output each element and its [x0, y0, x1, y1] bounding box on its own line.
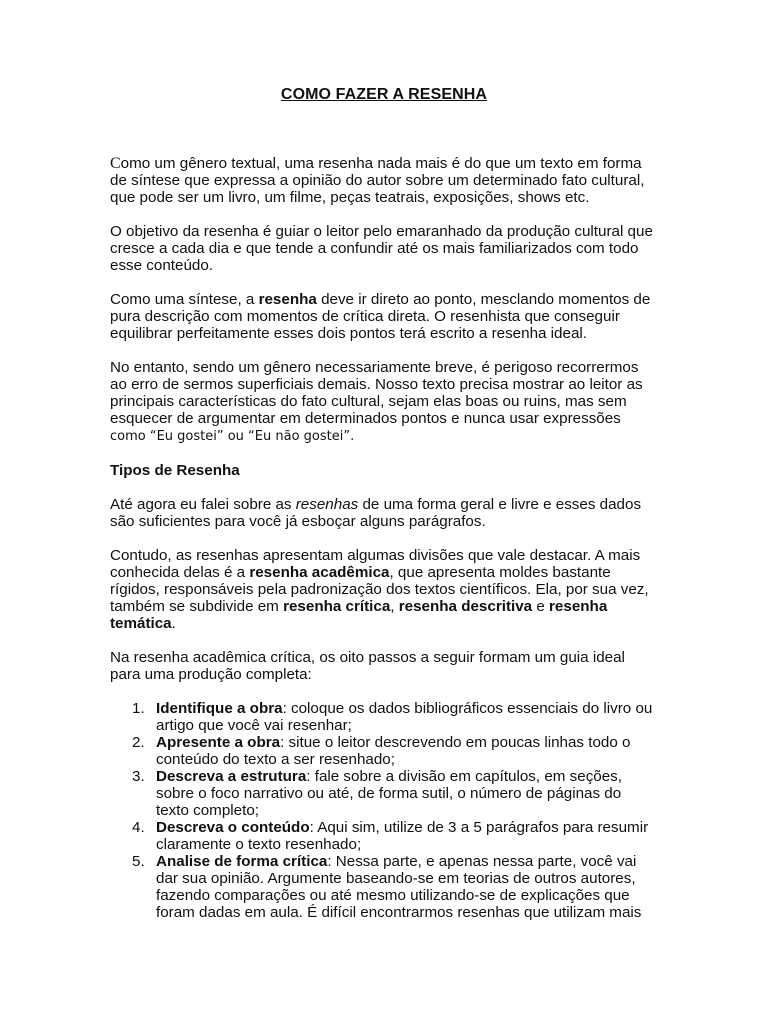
list-item-number: 2.	[132, 734, 145, 751]
list-item-number: 5.	[132, 853, 145, 870]
paragraph-synthesis-bold: resenha	[258, 291, 317, 308]
paragraph-objective: O objetivo da resenha é guiar o leitor pelo emaranhado da produção cultural que cresce a cada dia e que tende a confundir até os mais familiarizados com todo esse conteúdo.	[110, 223, 653, 274]
list-item-bold: Descreva a estrutura	[156, 768, 307, 785]
paragraph-divisions-text-g: e	[532, 598, 550, 615]
paragraph-synthesis	[110, 291, 658, 342]
paragraph-general-text-a: Até agora eu falei sobre as	[110, 496, 296, 513]
list-item-bold: Analise de forma crítica	[156, 853, 328, 870]
list-item	[110, 700, 658, 734]
paragraph-brevity-text: No entanto, sendo um gênero necessariamente breve, é perigoso recorrermos ao erro de sermos superficiais demais. Nosso texto precisa mostrar ao leitor as principais características do fato cultural, sejam elas boas ou ruins, mas sem esquecer de argumentar em determinados pontos e nunca usar expressões	[110, 359, 643, 427]
list-item-text: : Nessa parte, e apenas nessa parte, você vai dar sua opinião. Argumente baseando-se em teorias de outros autores, fazendo comparações ou até mesmo utilizando-se de explicações que foram dadas em aula. É difícil encontrarmos resenhas que utilizam mais	[156, 853, 642, 921]
steps-list	[110, 700, 658, 921]
paragraph-general-italic: resenhas	[295, 496, 359, 513]
paragraph-intro	[110, 155, 658, 206]
paragraph-intro-first-letter: C	[110, 155, 121, 172]
list-item	[110, 853, 658, 921]
list-item-bold: Apresente a obra	[156, 734, 281, 751]
list-item-number: 1.	[132, 700, 145, 717]
list-item-bold: Identifique a obra	[156, 700, 283, 717]
list-item-bold: Descreva o conteúdo	[156, 819, 310, 836]
page-title: COMO FAZER A RESENHA	[280, 86, 488, 103]
paragraph-brevity	[110, 359, 658, 445]
paragraph-brevity-quote: como “Eu gostei” ou “Eu não gostei”.	[110, 429, 355, 444]
paragraph-divisions	[110, 547, 658, 632]
paragraph-divisions-text-i: .	[171, 615, 176, 632]
list-item-number: 4.	[132, 819, 145, 836]
paragraph-divisions-text-a: Contudo, as resenhas apresentam algumas divisões que vale destacar. A mais conhecida delas é a	[110, 547, 641, 581]
section-heading-tipos: Tipos de Resenha	[110, 462, 240, 479]
paragraph-divisions-text-e: ,	[390, 598, 399, 615]
paragraph-steps-intro: Na resenha acadêmica crítica, os oito passos a seguir formam um guia ideal para uma produção completa:	[110, 649, 625, 683]
list-item	[110, 768, 658, 819]
list-item-text: : situe o leitor descrevendo em poucas linhas todo o conteúdo do texto a ser resenhado;	[156, 734, 631, 768]
paragraph-general	[110, 496, 658, 530]
document-body	[110, 155, 658, 921]
paragraph-divisions-bold-critica: resenha crítica	[283, 598, 391, 615]
list-item	[110, 819, 658, 853]
list-item-text: : Aqui sim, utilize de 3 a 5 parágrafos para resumir claramente o texto resenhado;	[156, 819, 649, 853]
list-item-text: : fale sobre a divisão em capítulos, em seções, sobre o foco narrativo ou até, de forma sutil, o número de páginas do texto completo;	[156, 768, 623, 819]
paragraph-divisions-bold-tematica: resenha temática	[110, 598, 608, 632]
paragraph-synthesis-text-a: Como uma síntese, a	[110, 291, 259, 308]
paragraph-divisions-bold-descritiva: resenha descritiva	[398, 598, 533, 615]
list-item-text: : coloque os dados bibliográficos essenciais do livro ou artigo que você vai resenhar;	[156, 700, 653, 734]
paragraph-intro-text: omo um gênero textual, uma resenha nada mais é do que um texto em forma de síntese que expressa a opinião do autor sobre um determinado fato cultural, que pode ser um livro, um filme, peças teatrais, exposições, shows etc.	[110, 155, 645, 206]
paragraph-divisions-bold-academica: resenha acadêmica	[249, 564, 390, 581]
list-item-number: 3.	[132, 768, 145, 785]
paragraph-divisions-text-c: , que apresenta moldes bastante rígidos, responsáveis pela padronização dos textos científicos. Ela, por sua vez, também se subdivide em	[110, 564, 649, 615]
paragraph-general-text-c: de uma forma geral e livre e esses dados são suficientes para você já esboçar alguns parágrafos.	[110, 496, 642, 530]
paragraph-synthesis-text-c: deve ir direto ao ponto, mesclando momentos de pura descrição com momentos de crítica direta. O resenhista que conseguir equilibrar perfeitamente esses dois pontos terá escrito a resenha ideal.	[110, 291, 651, 342]
list-item	[110, 734, 658, 768]
